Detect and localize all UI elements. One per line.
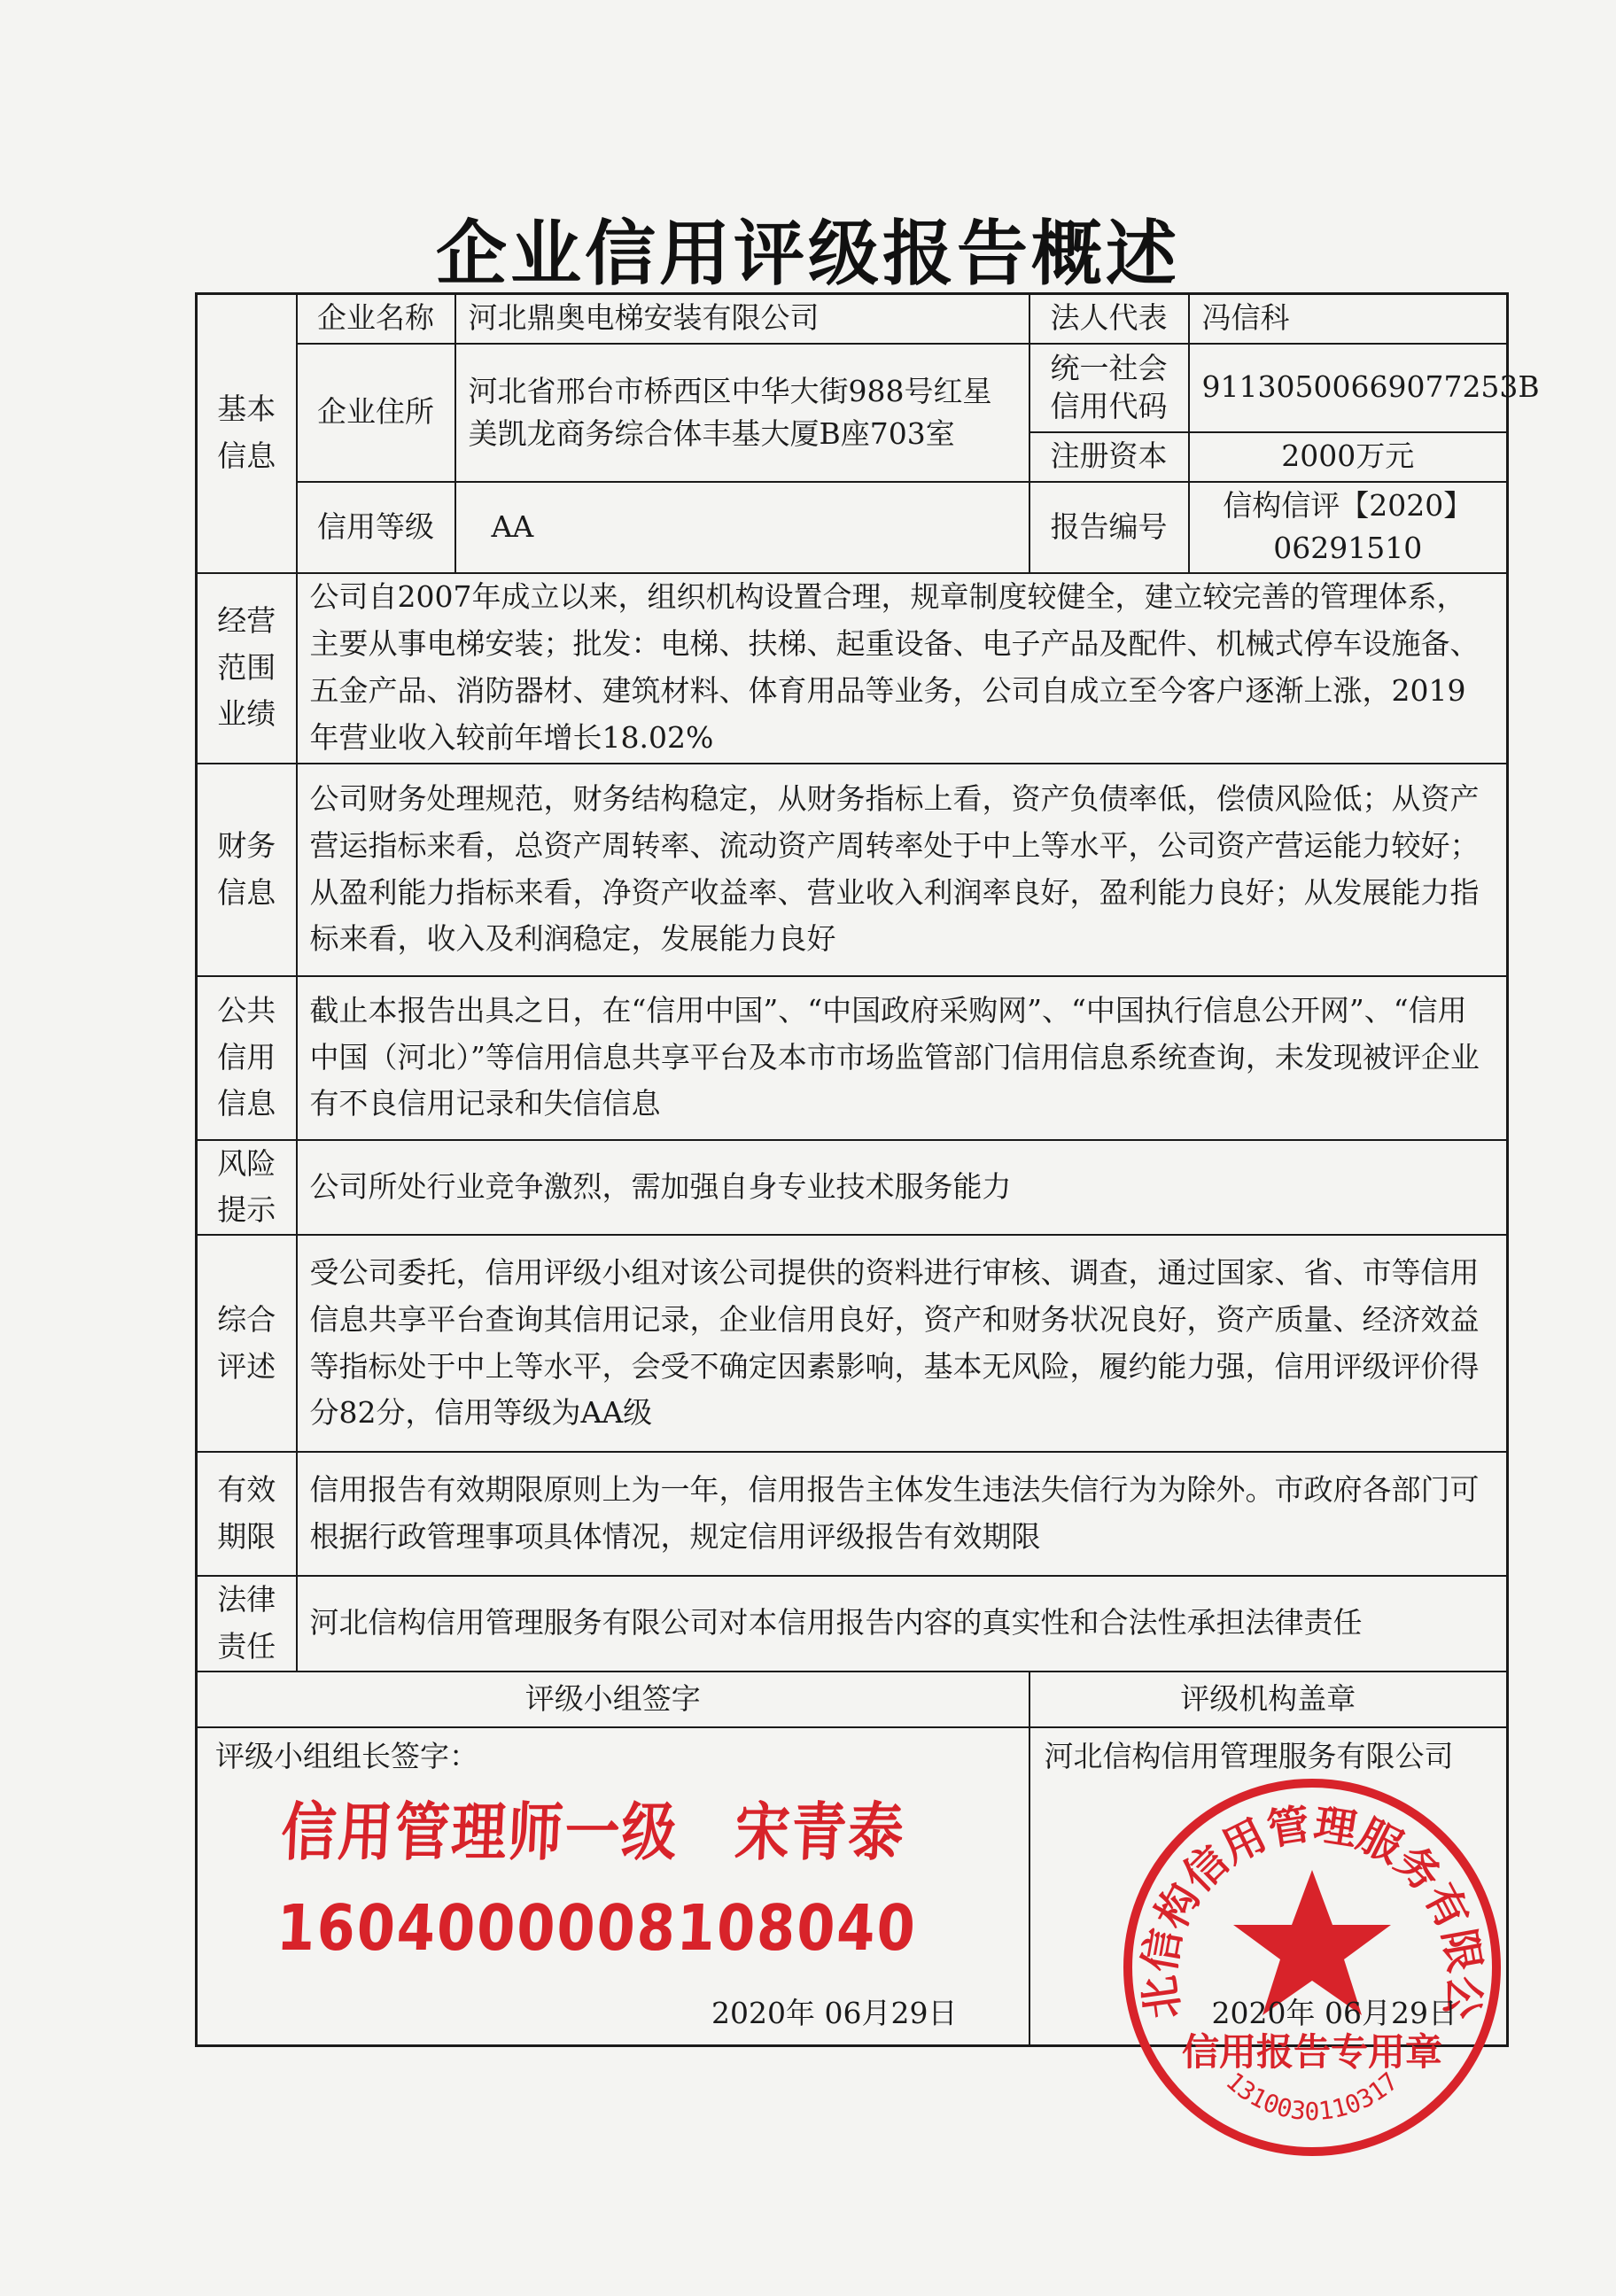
company-name-label: 企业名称 bbox=[297, 294, 455, 344]
business-text: 公司自2007年成立以来，组织机构设置合理，规章制度较健全，建立较完善的管理体系，主要从事电梯安装；批发：电梯、扶梯、起重设备、电子产品及配件、机械式停车设施备、五金产品、消防器材、建筑材料、体育用品等业务，公司自成立至今客户逐渐上涨，2019年营业收入较前年增长18.02% bbox=[297, 573, 1508, 764]
credit-level-label: 信用等级 bbox=[297, 482, 455, 573]
company-name-value: 河北鼎奥电梯安装有限公司 bbox=[455, 294, 1029, 344]
public-credit-text: 截止本报告出具之日，在“信用中国”、“中国政府采购网”、“中国执行信息公开网”、“信用中国（河北）”等信用信息共享平台及本市市场监管部门信用信息系统查询，未发现被评企业有不良信用记录和失信信息 bbox=[297, 976, 1508, 1140]
legal-rep-label: 法人代表 bbox=[1029, 294, 1189, 344]
leader-signature-stamp bbox=[275, 1785, 921, 1976]
section-public-credit: 公共信用信息 bbox=[197, 976, 297, 1140]
report-no-value: 信构信评【2020】06291510 bbox=[1189, 482, 1508, 573]
company-seal-icon bbox=[1117, 1772, 1507, 2162]
section-validity: 有效期限 bbox=[197, 1452, 297, 1576]
svg-text:1310030110317 bbox=[1220, 2067, 1403, 2126]
legal-text: 河北信构信用管理服务有限公司对本信用报告内容的真实性和合法性承担法律责任 bbox=[297, 1576, 1508, 1672]
org-name: 河北信构信用管理服务有限公司 bbox=[1044, 1738, 1454, 1773]
validity-text: 信用报告有效期限原则上为一年，信用报告主体发生违法失信行为为除外。市政府各部门可根据行政管理事项具体情况，规定信用评级报告有效期限 bbox=[297, 1452, 1508, 1576]
org-seal-date: 2020年 06月29日 bbox=[1211, 1995, 1457, 2030]
credit-level-value: AA bbox=[455, 482, 1029, 573]
seal-outer-text: 北信构信用管理服务有限公 bbox=[1134, 1799, 1489, 2022]
section-summary: 综合评述 bbox=[197, 1235, 297, 1452]
page-title: 企业信用评级报告概述 bbox=[436, 213, 1180, 295]
section-legal: 法律责任 bbox=[197, 1576, 297, 1672]
group-signature-area bbox=[197, 1727, 1029, 2046]
reg-capital-value: 2000万元 bbox=[1189, 432, 1508, 482]
section-business: 经营范围业绩 bbox=[197, 573, 297, 764]
org-seal-area bbox=[1029, 1727, 1508, 2126]
seal-inner-text: 信用报告专用章 bbox=[1181, 2029, 1442, 2074]
risk-text: 公司所处行业竞争激烈，需加强自身专业技术服务能力 bbox=[297, 1140, 1508, 1236]
report-no-label: 报告编号 bbox=[1029, 482, 1189, 573]
report-table bbox=[195, 292, 1540, 2126]
summary-text: 受公司委托，信用评级小组对该公司提供的资料进行审核、调查，通过国家、省、市等信用信息共享平台查询其信用记录，企业信用良好，资产和财务状况良好，资产质量、经济效益等指标处于中上等水平，会受不确定因素影响，基本无风险，履约能力强，信用评级评价得分82分，信用等级为AA级 bbox=[297, 1235, 1508, 1452]
legal-rep-value: 冯信科 bbox=[1189, 294, 1508, 344]
credit-code-value: 91130500669077253B bbox=[1189, 344, 1508, 432]
section-basic-info: 基本信息 bbox=[197, 294, 297, 573]
leader-stamp-line-1: 信用管理师一级 宋青泰 bbox=[279, 1795, 907, 1870]
group-signature-header: 评级小组签字 bbox=[197, 1672, 1029, 1727]
address-label: 企业住所 bbox=[297, 344, 455, 482]
seal-code-text: 1310030110317 bbox=[1219, 2066, 1404, 2126]
reg-capital-label: 注册资本 bbox=[1029, 432, 1189, 482]
section-finance: 财务信息 bbox=[197, 764, 297, 976]
leader-signature-label: 评级小组组长签字： bbox=[215, 1738, 478, 1773]
section-risk: 风险提示 bbox=[197, 1140, 297, 1236]
credit-code-label: 统一社会信用代码 bbox=[1029, 344, 1189, 432]
org-seal-header: 评级机构盖章 bbox=[1029, 1672, 1508, 1727]
address-value: 河北省邢台市桥西区中华大街988号红星美凯龙商务综合体丰基大厦B座703室 bbox=[455, 344, 1029, 482]
finance-text: 公司财务处理规范，财务结构稳定，从财务指标上看，资产负债率低，偿债风险低；从资产营运指标来看，总资产周转率、流动资产周转率处于中上等水平，公司资产营运能力较好；从盈利能力指标来看，净资产收益率、营业收入利润率良好，盈利能力良好；从发展能力指标来看，收入及利润稳定，发展能力良好 bbox=[297, 764, 1508, 976]
leader-stamp-line-2: 1604000008108040 bbox=[275, 1890, 919, 1966]
group-signature-date: 2020年 06月29日 bbox=[711, 1995, 958, 2030]
